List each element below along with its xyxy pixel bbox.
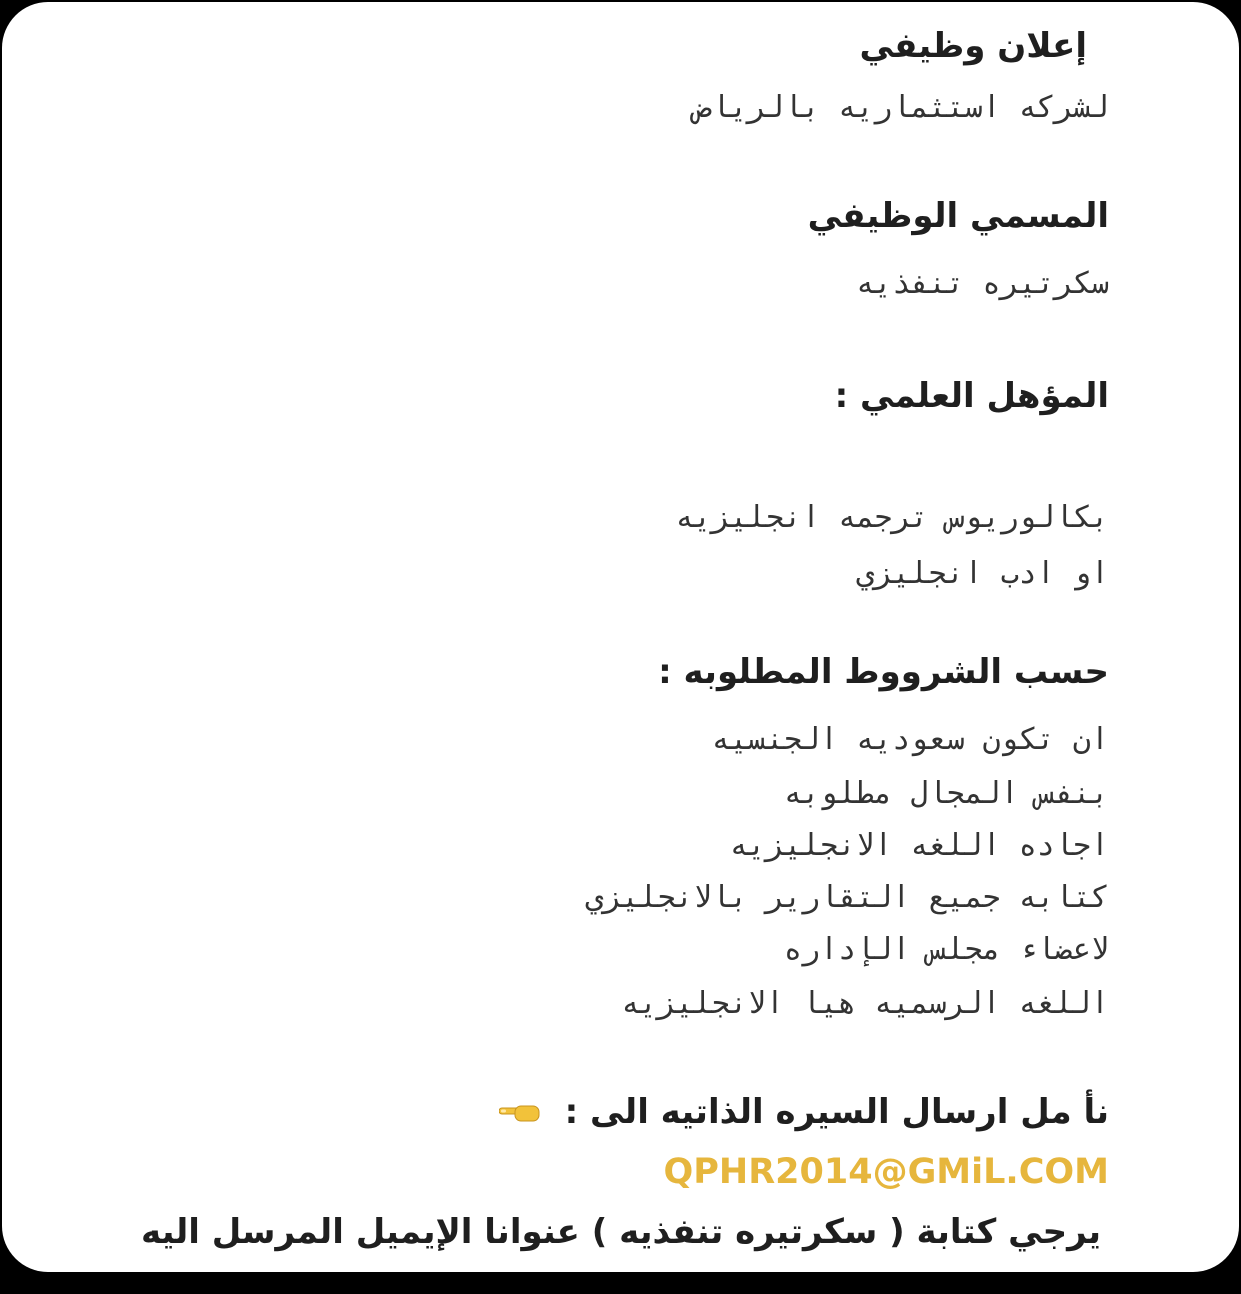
requirement-item: ان تكون سعوديه الجنسيه (711, 722, 1109, 757)
qualification-heading: المؤهل العلمي : (834, 376, 1109, 416)
job-ad-card (2, 2, 1239, 1272)
requirement-item: كتابه جميع التقارير بالانجليزي (585, 880, 1109, 915)
cv-request-line (499, 1090, 1109, 1134)
requirement-item: لاعضاء مجلس الإداره (783, 932, 1109, 967)
subject-instruction: يرجي كتابة ( سكرتيره تنفذيه ) عنوانا الإيميل المرسل اليه (140, 1212, 1101, 1252)
requirement-item: اجاده اللغه الانجليزيه (729, 828, 1109, 863)
ad-title: إعلان وظيفي (859, 26, 1087, 66)
email-link[interactable]: QPHR2014@GMiL.COM (663, 1152, 1109, 1192)
job-title-value: سكرتيره تنفذيه (856, 266, 1109, 301)
cv-request-text: نأ مل ارسال السيره الذاتيه الى : (564, 1092, 1109, 1132)
qualification-line: او ادب انجليزي (856, 556, 1109, 591)
job-title-heading: المسمي الوظيفي (807, 196, 1109, 236)
pointing-hand-icon (499, 1101, 543, 1123)
requirements-heading: حسب الشرووط المطلوبه : (658, 652, 1109, 692)
company-line: لشركه استثماريه بالرياض (693, 90, 1109, 125)
qualification-line: بكالوريوس ترجمه انجليزيه (675, 500, 1109, 535)
requirement-item: اللغه الرسميه هيا الانجليزيه (621, 986, 1109, 1021)
requirement-item: بنفس المجال مطلوبه (783, 776, 1109, 811)
